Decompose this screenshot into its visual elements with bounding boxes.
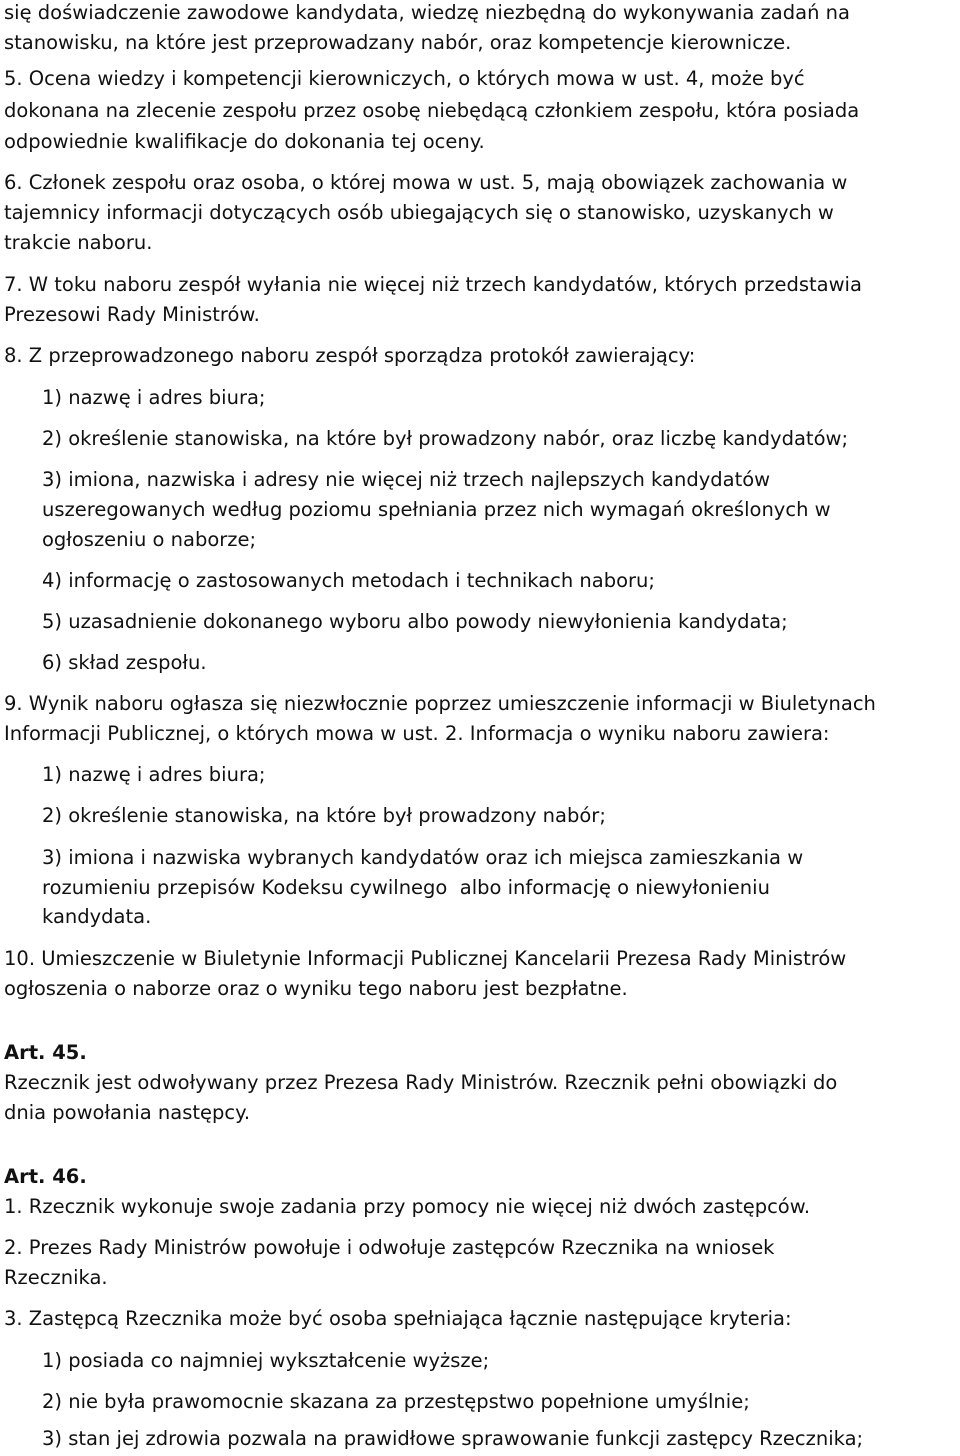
list-item: 5) uzasadnienie dokonanego wyboru albo powody niewyłonienia kandydata; (42, 610, 788, 633)
list-item: 1) nazwę i adres biura; (42, 386, 266, 409)
text-line: tajemnicy informacji dotyczących osób ubiegających się o stanowisko, uzyskanych w (4, 201, 834, 224)
list-item: 2) określenie stanowiska, na które był prowadzony nabór, oraz liczbę kandydatów; (42, 427, 849, 450)
text-line: ogłoszenia o naborze oraz o wyniku tego naboru jest bezpłatne. (4, 977, 628, 1000)
list-item-continuation: ogłoszeniu o naborze; (42, 528, 257, 551)
list-item-continuation: uszeregowanych według poziomu spełniania przez nich wymagań określonych w (42, 498, 831, 521)
text-line: Informacji Publicznej, o których mowa w ust. 2. Informacja o wyniku naboru zawiera: (4, 722, 830, 745)
text-line: stanowisku, na które jest przeprowadzany nabór, oraz kompetencje kierownicze. (4, 31, 792, 54)
paragraph-9-line: 9. Wynik naboru ogłasza się niezwłocznie poprzez umieszczenie informacji w Biuletynach (4, 692, 876, 715)
text-line: dnia powołania następcy. (4, 1101, 251, 1124)
text-line: Rzecznik jest odwoływany przez Prezesa Rady Ministrów. Rzecznik pełni obowiązki do (4, 1071, 838, 1094)
list-item: 1) posiada co najmniej wykształcenie wyższe; (42, 1349, 490, 1372)
list-item: 4) informację o zastosowanych metodach i technikach naboru; (42, 569, 655, 592)
list-item: 6) skład zespołu. (42, 651, 207, 674)
list-item: 3) imiona, nazwiska i adresy nie więcej niż trzech najlepszych kandydatów (42, 468, 771, 491)
list-item: 1) nazwę i adres biura; (42, 763, 266, 786)
text-line: odpowiednie kwalifikacje do dokonania tej oceny. (4, 130, 485, 153)
text-line: dokonana na zlecenie zespołu przez osobę niebędącą członkiem zespołu, która posiada (4, 99, 860, 122)
paragraph-5-line: 5. Ocena wiedzy i kompetencji kierowniczych, o których mowa w ust. 4, może być (4, 67, 805, 90)
paragraph-7-line: 7. W toku naboru zespół wyłania nie więcej niż trzech kandydatów, których przedstawia (4, 273, 862, 296)
paragraph-2-line: 2. Prezes Rady Ministrów powołuje i odwołuje zastępców Rzecznika na wniosek (4, 1236, 775, 1259)
list-item: 3) imiona i nazwiska wybranych kandydatów oraz ich miejsca zamieszkania w (42, 846, 804, 869)
paragraph-3-line: 3. Zastępcą Rzecznika może być osoba spełniająca łącznie następujące kryteria: (4, 1307, 792, 1330)
article-46-heading: Art. 46. (4, 1165, 87, 1188)
paragraph-1-line: 1. Rzecznik wykonuje swoje zadania przy pomocy nie więcej niż dwóch zastępców. (4, 1195, 811, 1218)
article-45-heading: Art. 45. (4, 1041, 87, 1064)
list-item: 2) określenie stanowiska, na które był prowadzony nabór; (42, 804, 606, 827)
text-line: Prezesowi Rady Ministrów. (4, 303, 260, 326)
text-line: trakcie naboru. (4, 231, 153, 254)
list-item: 2) nie była prawomocnie skazana za przestępstwo popełnione umyślnie; (42, 1390, 750, 1413)
paragraph-6-line: 6. Członek zespołu oraz osoba, o której mowa w ust. 5, mają obowiązek zachowania w (4, 171, 848, 194)
text-line: Rzecznika. (4, 1266, 108, 1289)
list-item: 3) stan jej zdrowia pozwala na prawidłowe sprawowanie funkcji zastępcy Rzecznika; (42, 1427, 864, 1450)
paragraph-10-line: 10. Umieszczenie w Biuletynie Informacji Publicznej Kancelarii Prezesa Rady Ministrów (4, 947, 847, 970)
list-item-continuation: rozumieniu przepisów Kodeksu cywilnego albo informację o niewyłonieniu (42, 876, 770, 899)
text-line: się doświadczenie zawodowe kandydata, wiedzę niezbędną do wykonywania zadań na (4, 1, 850, 24)
paragraph-8-line: 8. Z przeprowadzonego naboru zespół sporządza protokół zawierający: (4, 344, 696, 367)
list-item-continuation: kandydata. (42, 905, 152, 928)
